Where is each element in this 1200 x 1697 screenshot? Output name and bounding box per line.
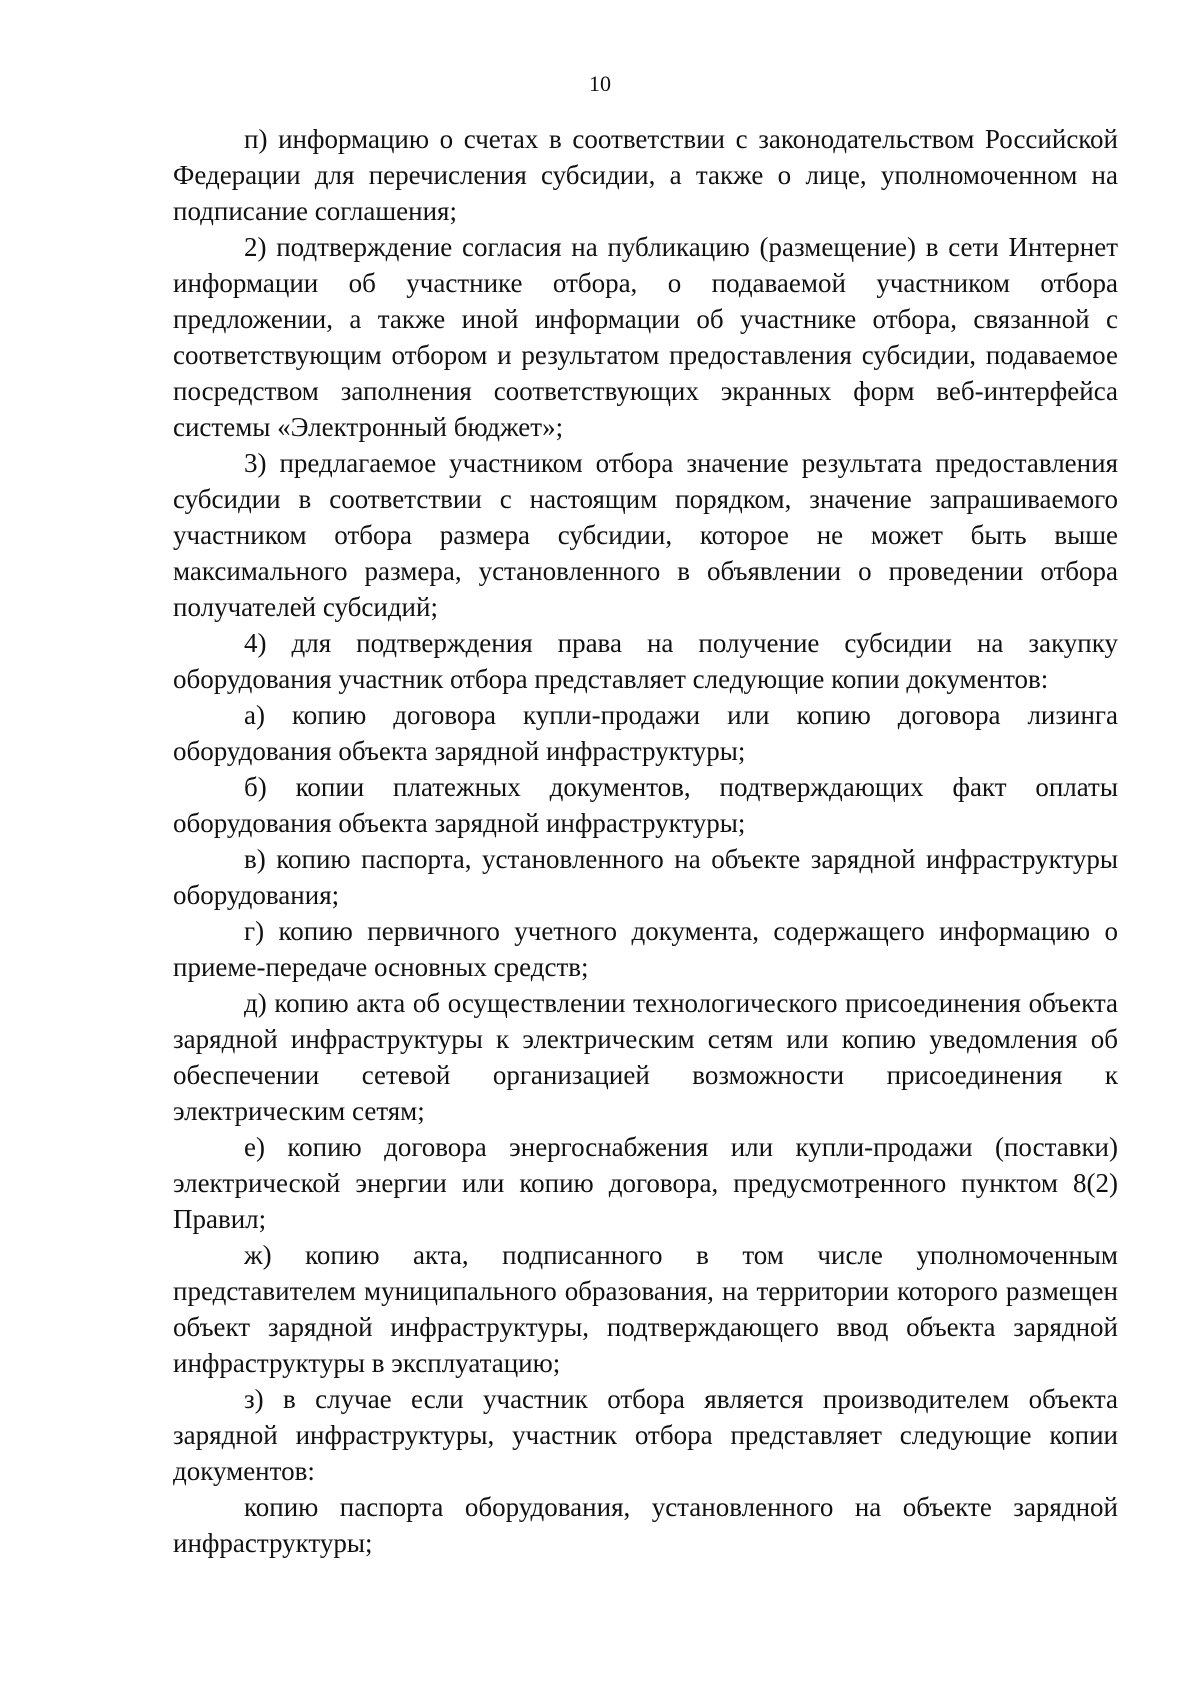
- paragraph-b-payment-documents: б) копии платежных документов, подтверждающих факт оплаты оборудования объекта зарядной инфраструктуры;: [173, 772, 1118, 838]
- paragraph-v-passport-copy: в) копию паспорта, установленного на объекте зарядной инфраструктуры оборудования;: [173, 844, 1118, 910]
- paragraph-g-accounting-document: г) копию первичного учетного документа, содержащего информацию о приеме-передаче основных средств;: [173, 916, 1118, 982]
- paragraph-a-sale-contract: а) копию договора купли-продажи или копию договора лизинга оборудования объекта зарядной инфраструктуры;: [173, 700, 1118, 766]
- paragraph-2-publication-consent: 2) подтверждение согласия на публикацию (размещение) в сети Интернет информации об участнике отбора, о подаваемой участником отбора предложении, а также иной информации об участнике отбора, связанной с соответствующим отбором и результатом предоставления субсидии, подаваемое посредством заполнения соответствующих экранных форм веб-интерфейса системы «Электронный бюджет»;: [173, 232, 1118, 442]
- paragraph-p-bank-accounts: п) информацию о счетах в соответствии с законодательством Российской Федерации для перечисления субсидии, а также о лице, уполномоченном на подписание соглашения;: [173, 124, 1118, 226]
- paragraph-e-energy-contract: е) копию договора энергоснабжения или купли-продажи (поставки) электрической энергии или копию договора, предусмотренного пунктом 8(2) Правил;: [173, 1132, 1118, 1234]
- document-body: [173, 121, 1118, 1561]
- paragraph-3-result-value: 3) предлагаемое участником отбора значение результата предоставления субсидии в соответствии с настоящим порядком, значение запрашиваемого участником отбора размера субсидии, которое не может быть выше максимального размера, установленного в объявлении о проведении отбора получателей субсидий;: [173, 448, 1118, 622]
- page-number: 10: [589, 71, 611, 96]
- paragraph-z-manufacturer-case: з) в случае если участник отбора является производителем объекта зарядной инфраструктуры, участник отбора представляет следующие копии документов:: [173, 1384, 1118, 1486]
- paragraph-d-grid-connection: д) копию акта об осуществлении технологического присоединения объекта зарядной инфраструктуры к электрическим сетям или копию уведомления об обеспечении сетевой организацией возможности присоединения к электрическим сетям;: [173, 988, 1118, 1126]
- paragraph-zh-commissioning-act: ж) копию акта, подписанного в том числе уполномоченным представителем муниципального образования, на территории которого размещен объект зарядной инфраструктуры, подтверждающего ввод объекта зарядной инфраструктуры в эксплуатацию;: [173, 1240, 1118, 1378]
- paragraph-4-equipment-documents: 4) для подтверждения права на получение субсидии на закупку оборудования участник отбора представляет следующие копии документов:: [173, 628, 1118, 694]
- paragraph-equipment-passport: копию паспорта оборудования, установленного на объекте зарядной инфраструктуры;: [173, 1492, 1118, 1558]
